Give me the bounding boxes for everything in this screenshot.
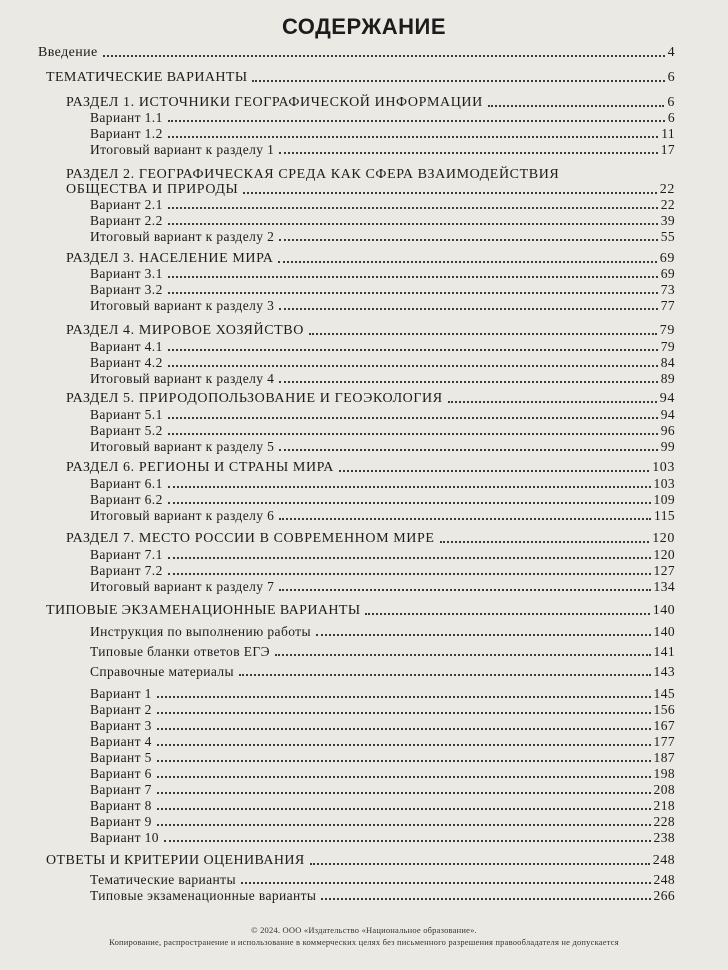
toc-entry-page: 89 — [660, 371, 675, 386]
toc-entry — [90, 126, 675, 142]
toc-entry — [90, 508, 675, 524]
dot-leader — [279, 589, 650, 591]
toc-entry — [90, 718, 675, 734]
toc-entry-page: 22 — [660, 197, 675, 212]
toc-entry-label: РАЗДЕЛ 5. ПРИРОДОПОЛЬЗОВАНИЕ И ГЕОЭКОЛОГИЯ — [66, 391, 443, 406]
dot-leader — [279, 381, 657, 383]
toc-entry — [90, 644, 675, 660]
toc-entry-label: Типовые экзаменационные варианты — [90, 888, 317, 903]
toc-entry-label: РАЗДЕЛ 6. РЕГИОНЫ И СТРАНЫ МИРА — [66, 460, 334, 475]
dot-leader — [316, 634, 651, 636]
toc-entry — [90, 110, 675, 126]
toc-entry-label: Справочные материалы — [90, 664, 234, 679]
dot-leader — [168, 207, 658, 209]
dot-leader — [103, 55, 665, 57]
toc-entry-label: Вариант 3.1 — [90, 266, 163, 281]
page-title: СОДЕРЖАНИЕ — [281, 14, 447, 39]
toc-entry-page: 79 — [659, 323, 675, 338]
toc-entry-label: Вариант 5 — [90, 750, 152, 765]
toc-entry-page: 103 — [653, 476, 675, 491]
toc-entry — [90, 298, 675, 314]
toc-entry-label: Вариант 7.2 — [90, 563, 163, 578]
toc-entry-page: 218 — [653, 798, 675, 813]
toc-entry-page: 248 — [653, 872, 675, 887]
toc-entry — [90, 142, 675, 158]
toc-entry-page: 140 — [653, 624, 675, 639]
toc-entry — [38, 45, 675, 61]
toc-entry-page: 39 — [660, 213, 675, 228]
toc-entry — [90, 872, 675, 888]
toc-entry-label: Тематические варианты — [90, 872, 236, 887]
toc-entry — [90, 282, 675, 298]
toc-entry — [90, 686, 675, 702]
toc-entry — [90, 563, 675, 579]
toc-entry — [90, 830, 675, 846]
toc-entry-page: 99 — [660, 439, 675, 454]
dot-leader — [168, 557, 651, 559]
toc-entry-page: 115 — [654, 508, 675, 523]
toc-entry-page: 6 — [667, 70, 675, 85]
dot-leader — [309, 333, 657, 335]
dot-leader — [157, 744, 651, 746]
toc-entry — [90, 547, 675, 563]
toc-entry-page: 69 — [659, 251, 675, 266]
toc-entry — [46, 853, 675, 869]
toc-entry-page: 96 — [660, 423, 675, 438]
toc-entry — [90, 229, 675, 245]
toc-entry-page: 4 — [667, 45, 675, 60]
toc-entry — [90, 213, 675, 229]
dot-leader — [164, 840, 651, 842]
toc-entry-page: 94 — [659, 391, 675, 406]
toc-entry — [90, 750, 675, 766]
toc-entry-page: 103 — [652, 460, 675, 475]
toc-entry-label: Вариант 2.2 — [90, 213, 163, 228]
dot-leader — [278, 261, 656, 263]
toc-entry-page: 238 — [653, 830, 675, 845]
toc-entry-page: 145 — [653, 686, 675, 701]
dot-leader — [168, 433, 658, 435]
toc-entry — [46, 603, 675, 619]
toc-entry — [90, 782, 675, 798]
toc-entry — [90, 624, 675, 640]
toc-entry — [90, 664, 675, 680]
toc-entry-label: Вариант 4.2 — [90, 355, 163, 370]
toc-entry-page: 228 — [653, 814, 675, 829]
toc-entry-page: 79 — [660, 339, 675, 354]
toc-entry-label: Итоговый вариант к разделу 7 — [90, 579, 275, 594]
toc-entry-label: ОТВЕТЫ И КРИТЕРИИ ОЦЕНИВАНИЯ — [46, 853, 305, 868]
dot-leader — [157, 696, 651, 698]
dot-leader — [157, 808, 651, 810]
dot-leader — [168, 292, 658, 294]
toc-entry-label: Вариант 9 — [90, 814, 152, 829]
toc-entry-label: РАЗДЕЛ 3. НАСЕЛЕНИЕ МИРА — [66, 251, 274, 266]
toc-entry-label: Вариант 5.1 — [90, 407, 163, 422]
toc-entry-page: 248 — [652, 853, 675, 868]
toc-entry-label: Вариант 6.1 — [90, 476, 163, 491]
toc-entry-label: РАЗДЕЛ 1. ИСТОЧНИКИ ГЕОГРАФИЧЕСКОЙ ИНФОРМАЦИИ — [66, 95, 483, 110]
dot-leader — [243, 192, 656, 194]
toc-entry-label: Итоговый вариант к разделу 6 — [90, 508, 275, 523]
toc-entry-label: ТЕМАТИЧЕСКИЕ ВАРИАНТЫ — [46, 70, 248, 85]
toc-entry-label: ТИПОВЫЕ ЭКЗАМЕНАЦИОННЫЕ ВАРИАНТЫ — [46, 603, 361, 618]
toc-entry-page: 109 — [653, 492, 675, 507]
dot-leader — [168, 365, 658, 367]
dot-leader — [168, 573, 651, 575]
toc-entry — [90, 766, 675, 782]
toc-entry — [90, 476, 675, 492]
dot-leader — [157, 792, 651, 794]
toc-entry — [90, 371, 675, 387]
toc-entry-page: 140 — [652, 603, 675, 618]
dot-leader — [279, 308, 657, 310]
toc-entry-label: ОБЩЕСТВА И ПРИРОДЫ — [66, 182, 239, 197]
dot-leader — [310, 863, 650, 865]
toc-entry-page: 84 — [660, 355, 675, 370]
toc-entry — [90, 814, 675, 830]
toc-entry-page: 55 — [660, 229, 675, 244]
toc-entry — [90, 423, 675, 439]
toc-entry-label: Вариант 4 — [90, 734, 152, 749]
toc-entry-label: Вариант 4.1 — [90, 339, 163, 354]
dot-leader — [275, 654, 651, 656]
dot-leader — [157, 776, 651, 778]
dot-leader — [488, 105, 665, 107]
toc-entry-page: 120 — [652, 531, 675, 546]
toc-entry-label: Вариант 2 — [90, 702, 152, 717]
toc-entry — [90, 266, 675, 282]
dot-leader — [168, 417, 658, 419]
toc-entry-page: 156 — [653, 702, 675, 717]
toc-entry-page: 11 — [661, 126, 675, 141]
toc-entry-page: 17 — [660, 142, 675, 157]
toc-entry-page: 69 — [660, 266, 675, 281]
dot-leader — [440, 541, 650, 543]
dot-leader — [279, 449, 657, 451]
dot-leader — [279, 518, 651, 520]
toc-entry-page: 6 — [667, 95, 675, 110]
toc-entry-label: Инструкция по выполнению работы — [90, 624, 311, 639]
dot-leader — [168, 223, 658, 225]
toc-entry-label: Вариант 8 — [90, 798, 152, 813]
toc-entry — [66, 391, 675, 407]
toc-entry-label: Вариант 5.2 — [90, 423, 163, 438]
toc-entry — [90, 702, 675, 718]
toc-entry-label: Вариант 1.2 — [90, 126, 163, 141]
toc-entry-label: Вариант 1.1 — [90, 110, 163, 125]
toc-entry-label: Итоговый вариант к разделу 5 — [90, 439, 275, 454]
toc-entry-label: Типовые бланки ответов ЕГЭ — [90, 644, 270, 659]
toc-entry-page: 141 — [653, 644, 675, 659]
dot-leader — [168, 502, 651, 504]
toc-entry-label: Вариант 7 — [90, 782, 152, 797]
dot-leader — [168, 486, 651, 488]
toc-entry — [66, 531, 675, 547]
toc-entry-page: 127 — [653, 563, 675, 578]
toc-entry — [90, 339, 675, 355]
toc-entry-label: РАЗДЕЛ 4. МИРОВОЕ ХОЗЯЙСТВО — [66, 323, 304, 338]
toc-entry-label: Итоговый вариант к разделу 3 — [90, 298, 275, 313]
dot-leader — [157, 824, 651, 826]
toc-entry-page: 208 — [653, 782, 675, 797]
dot-leader — [168, 136, 658, 138]
dot-leader — [157, 760, 651, 762]
copyright-line: © 2024. ООО «Издательство «Национальное образование». — [251, 925, 477, 935]
toc-entry — [66, 460, 675, 476]
toc-entry-page: 134 — [653, 579, 675, 594]
toc-entry-page: 120 — [653, 547, 675, 562]
toc-entry-label: Вариант 6 — [90, 766, 152, 781]
toc-entry-page: 187 — [653, 750, 675, 765]
toc-entry — [90, 734, 675, 750]
toc-entry-label: Вариант 3 — [90, 718, 152, 733]
toc-entry-page: 198 — [653, 766, 675, 781]
toc-entry — [46, 70, 675, 86]
toc-entry-page: 6 — [667, 110, 675, 125]
dot-leader — [279, 239, 657, 241]
toc-entry-label: Введение — [38, 45, 98, 60]
dot-leader — [168, 276, 658, 278]
toc-entry — [90, 798, 675, 814]
toc-entry-page: 266 — [653, 888, 675, 903]
toc-entry-page: 22 — [659, 182, 675, 197]
dot-leader — [157, 712, 651, 714]
dot-leader — [168, 349, 658, 351]
toc-entry-page: 94 — [660, 407, 675, 422]
toc-entry — [66, 251, 675, 267]
toc-entry-label: Вариант 1 — [90, 686, 152, 701]
toc-entry — [66, 95, 675, 111]
dot-leader — [321, 898, 650, 900]
toc-entry — [90, 439, 675, 455]
toc-entry — [90, 407, 675, 423]
toc-entry-label: РАЗДЕЛ 2. ГЕОГРАФИЧЕСКАЯ СРЕДА КАК СФЕРА ВЗАИМОДЕЙСТВИЯ — [66, 167, 560, 182]
toc-entry — [90, 888, 675, 904]
toc-entry — [90, 355, 675, 371]
dot-leader — [339, 470, 649, 472]
toc-entry-page: 73 — [660, 282, 675, 297]
toc-entry-label: РАЗДЕЛ 7. МЕСТО РОССИИ В СОВРЕМЕННОМ МИРЕ — [66, 531, 435, 546]
toc-entry — [66, 182, 675, 198]
dot-leader — [239, 674, 651, 676]
toc-entry-label: Итоговый вариант к разделу 2 — [90, 229, 275, 244]
toc-entry — [66, 323, 675, 339]
toc-entry-page: 177 — [653, 734, 675, 749]
dot-leader — [168, 120, 665, 122]
toc-entry-label: Итоговый вариант к разделу 4 — [90, 371, 275, 386]
dot-leader — [365, 613, 649, 615]
toc-entry-label: Итоговый вариант к разделу 1 — [90, 142, 275, 157]
toc-entry — [90, 492, 675, 508]
dot-leader — [252, 80, 664, 82]
toc-entry-label: Вариант 2.1 — [90, 197, 163, 212]
toc-entry-page: 77 — [660, 298, 675, 313]
toc-entry — [90, 579, 675, 595]
toc-entry-label: Вариант 6.2 — [90, 492, 163, 507]
dot-leader — [241, 882, 651, 884]
copyright-notice: Копирование, распространение и использование в коммерческих целях без письменного разрешения правообладателя не допускается — [109, 937, 619, 947]
dot-leader — [279, 152, 657, 154]
dot-leader — [157, 728, 651, 730]
dot-leader — [448, 401, 657, 403]
toc-entry-label: Вариант 3.2 — [90, 282, 163, 297]
toc-entry — [90, 197, 675, 213]
toc-entry-label: Вариант 7.1 — [90, 547, 163, 562]
toc-entry-page: 143 — [653, 664, 675, 679]
toc-entry-page: 167 — [653, 718, 675, 733]
toc-entry-label: Вариант 10 — [90, 830, 159, 845]
